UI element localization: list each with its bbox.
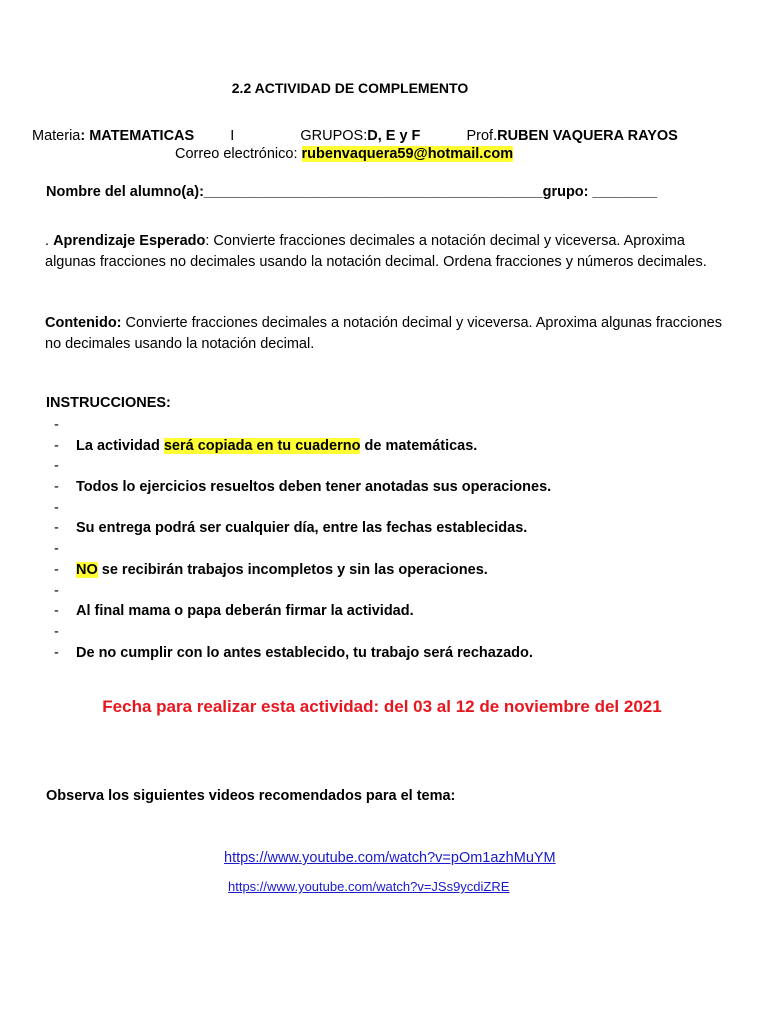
correo-label: Correo electrónico: (175, 146, 302, 162)
list-item (54, 477, 754, 498)
dash: - (54, 541, 59, 558)
video-link-2-row (174, 879, 509, 894)
dash: - (54, 417, 59, 433)
list-item (54, 518, 754, 539)
dash: - (54, 623, 59, 640)
correo-row (175, 146, 513, 162)
instrucciones-heading: INSTRUCCIONES: (46, 395, 171, 411)
list-item (54, 415, 754, 436)
instruction-1: La actividad será copiada en tu cuaderno de matemáticas. (76, 437, 478, 454)
aprendizaje-text: : Convierte fracciones decimales a notación decimal y viceversa. Aproxima algunas fracciones no decimales usando la notación decimal. Ordena fracciones y números decimales. (45, 233, 707, 270)
aprendizaje-prefix: . (45, 233, 54, 249)
aprendizaje-paragraph (45, 231, 725, 273)
video-link-2[interactable]: https://www.youtube.com/watch?v=JSs9ycdiZRE (228, 879, 510, 894)
observa-heading: Observa los siguientes videos recomendados para el tema: (46, 788, 456, 804)
list-item (54, 539, 754, 560)
fecha-banner: Fecha para realizar esta actividad: del 03 al 12 de noviembre del 2021 (102, 697, 662, 716)
list-item (54, 581, 754, 602)
prof-label: Prof. (466, 128, 498, 144)
dash: - (54, 561, 59, 578)
dash: - (54, 520, 59, 537)
list-item (54, 560, 754, 581)
list-item (54, 436, 754, 457)
materia-label: Materia (32, 128, 81, 144)
contenido-text: Convierte fracciones decimales a notación decimal y viceversa. Aproxima algunas fracciones no decimales usando la notación decimal. (45, 315, 722, 352)
list-item (54, 622, 754, 643)
highlight: NO (76, 561, 98, 578)
instrucciones-list (54, 415, 754, 663)
dash: - (54, 479, 59, 496)
contenido-label: Contenido: (45, 315, 122, 331)
dash: - (54, 499, 59, 516)
header-row (32, 128, 678, 144)
correo-value: rubenvaquera59@hotmail.com (301, 146, 514, 162)
dash: - (54, 603, 59, 620)
list-item (54, 601, 754, 622)
grupos-value: D, E y F (367, 128, 421, 144)
materia-value: : MATEMATICAS (80, 128, 195, 144)
instruction-3: Su entrega podrá ser cualquier día, entre las fechas establecidas. (76, 520, 528, 537)
instruction-5: Al final mama o papa deberán firmar la actividad. (76, 603, 414, 620)
list-item (54, 456, 754, 477)
instruction-6: De no cumplir con lo antes establecido, tu trabajo será rechazado. (76, 644, 533, 661)
aprendizaje-label: Aprendizaje Esperado (53, 233, 206, 249)
instruction-2: Todos lo ejercicios resueltos deben tener anotadas sus operaciones. (76, 479, 552, 496)
separator: I (230, 128, 235, 144)
list-item (54, 498, 754, 519)
dash: - (54, 644, 59, 661)
dash: - (54, 437, 59, 454)
video-link-1[interactable]: https://www.youtube.com/watch?v=pOm1azhMuYM (224, 850, 556, 866)
highlight: será copiada en tu cuaderno (163, 437, 361, 454)
dash: - (54, 582, 59, 599)
document-title: 2.2 ACTIVIDAD DE COMPLEMENTO (231, 80, 469, 96)
prof-value: RUBEN VAQUERA RAYOS (497, 128, 678, 144)
list-item (54, 643, 754, 664)
instruction-4: NO se recibirán trabajos incompletos y sin las operaciones. (76, 561, 488, 578)
dash: - (54, 458, 59, 475)
grupos-label: GRUPOS: (300, 128, 368, 144)
nombre-line: Nombre del alumno(a):__________________________________________grupo: ________ (46, 184, 658, 200)
contenido-paragraph (45, 313, 725, 355)
